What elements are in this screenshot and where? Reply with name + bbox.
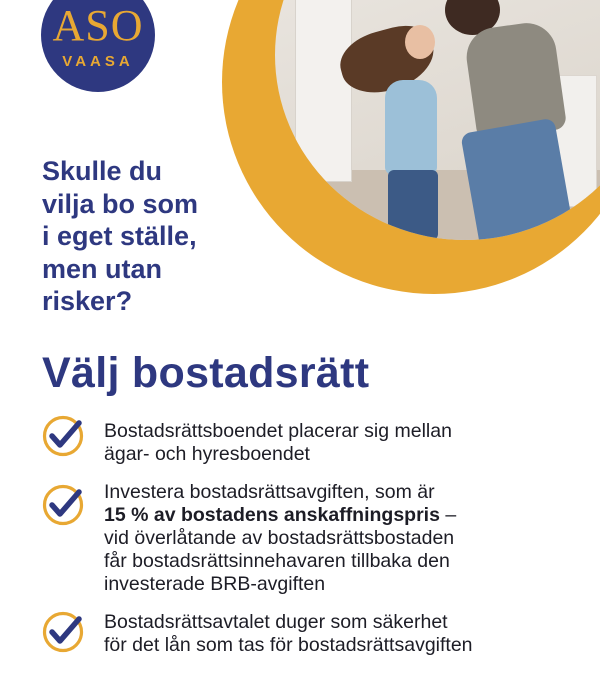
bullet-emphasis: 15 % av bostadens anskaffningspris [104, 504, 440, 526]
checkmark-circle-icon [41, 414, 85, 458]
bullet-line: får bostadsrättsinnehavaren tillbaka den [104, 550, 450, 572]
bullet-line: för det lån som tas för bostadsrättsavgiften [104, 634, 473, 656]
bullet-text [104, 420, 564, 466]
bullet-line: ägar- och hyresboendet [104, 443, 310, 465]
bullet-line: vid överlåtande av bostadsrättsbostaden [104, 527, 455, 549]
bullet-line: Investera bostadsrättsavgiften, som är [104, 481, 435, 503]
question-line: i eget ställe, [42, 221, 197, 251]
aso-vaasa-logo [41, 0, 155, 92]
bullet-dash: – [439, 504, 457, 526]
question-line: risker? [42, 286, 133, 316]
checkmark-circle-icon [41, 483, 85, 527]
question-heading [42, 155, 198, 318]
cutoff-gold-heading [42, 680, 422, 691]
question-line: men utan [42, 253, 163, 284]
bullet-text [104, 611, 564, 657]
logo-text: ASO [52, 1, 144, 50]
checkmark-circle-icon [41, 610, 85, 654]
question-line: Skulle du [42, 156, 163, 186]
hero-photo [275, 0, 600, 240]
logo-subtext: VAASA [62, 53, 134, 70]
bullet-line: Bostadsrättsboendet placerar sig mellan [104, 420, 452, 442]
bullet-line: Bostadsrättsavtalet duger som säkerhet [104, 611, 448, 633]
bullet-line: investerade BRB-avgiften [104, 573, 326, 595]
bullet-text [104, 481, 564, 596]
question-line: vilja bo som [42, 188, 199, 219]
main-headline: Välj bostadsrätt [42, 349, 370, 397]
